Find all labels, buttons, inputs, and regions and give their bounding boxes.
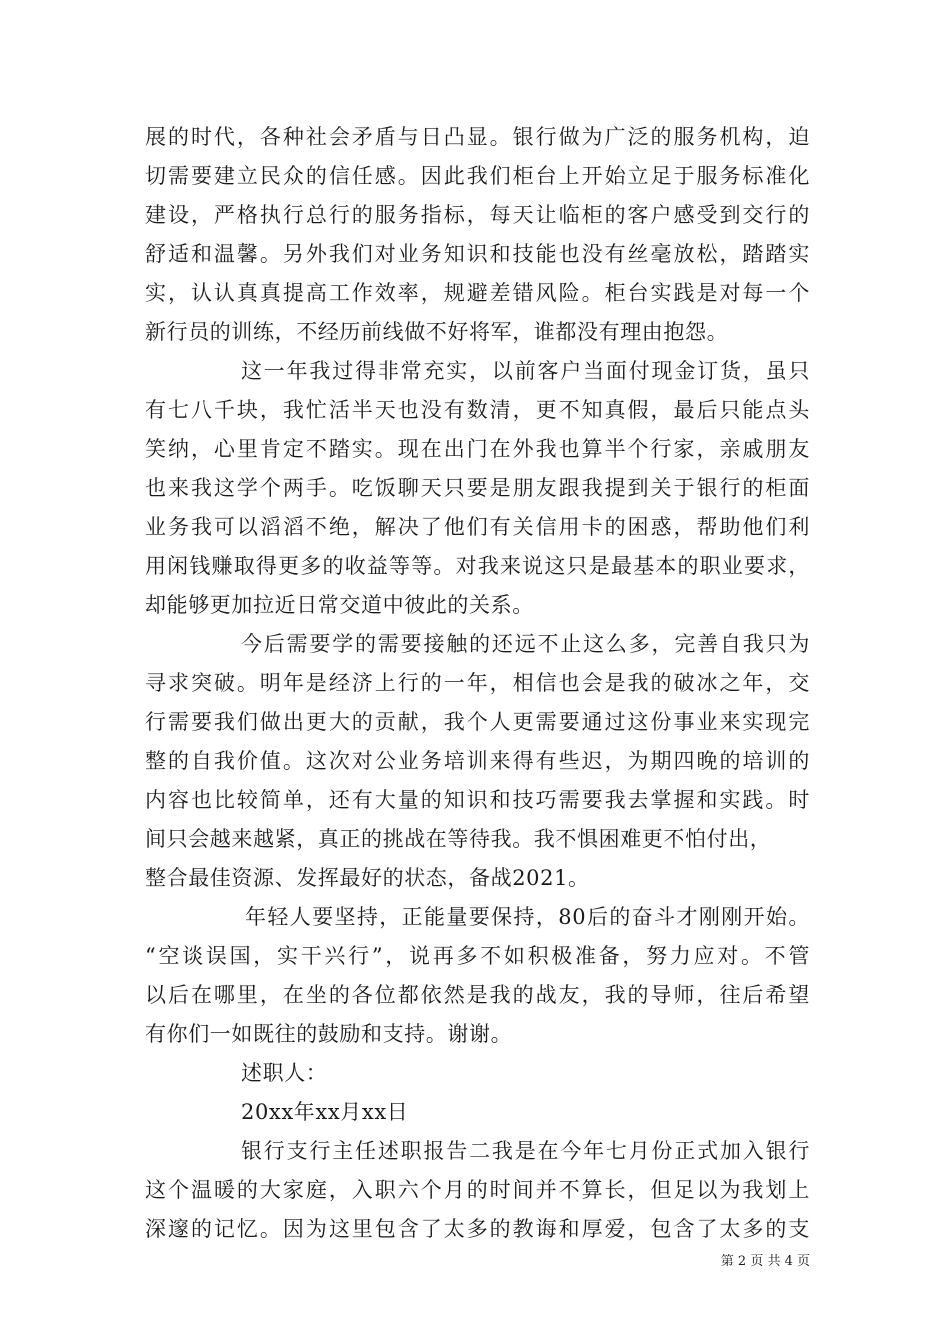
text-line: 建设，严格执行总行的服务指标，每天让临柜的客户感受到交行的 (145, 203, 810, 227)
text-line: 这个温暖的大家庭，入职六个月的时间并不算长，但足以为我划上 (145, 1178, 810, 1202)
text-line: 年轻人要坚持，正能量要保持，80后的奋斗才刚刚开始。 (245, 905, 810, 929)
text-line: 间只会越来越紧，真正的挑战在等待我。我不惧困难更不怕付出， (145, 827, 772, 851)
page-number: 第 2 页 共 4 页 (720, 1254, 810, 1269)
text-line: 这一年我过得非常充实，以前客户当面付现金订货，虽只 (241, 359, 810, 383)
text-line: 有七八千块，我忙活半天也没有数清，更不知真假，最后只能点头 (145, 398, 810, 422)
text-line: 20xx年xx月xx日 (241, 1100, 409, 1124)
body-text (145, 118, 810, 1249)
text-line: 切需要建立民众的信任感。因此我们柜台上开始立足于服务标准化 (145, 164, 810, 188)
text-line: 今后需要学的需要接触的还远不止这么多，完善自我只为 (241, 632, 810, 656)
text-line: 新行员的训练，不经历前线做不好将军，谁都没有理由抱怨。 (145, 320, 729, 344)
text-line: 笑纳，心里肯定不踏实。现在出门在外我也算半个行家，亲戚朋友 (145, 437, 810, 461)
text-line: 寻求突破。明年是经济上行的一年，相信也会是我的破冰之年，交 (145, 671, 810, 695)
text-line: 整合最佳资源、发挥最好的状态，备战2021。 (145, 866, 590, 890)
text-line: 整的自我价值。这次对公业务培训来得有些迟，为期四晚的培训的 (145, 749, 810, 773)
text-line: 有你们一如既往的鼓励和支持。谢谢。 (145, 1022, 513, 1046)
text-line: 银行支行主任述职报告二我是在今年七月份正式加入银行 (241, 1139, 810, 1163)
text-line: 实，认认真真提高工作效率，规避差错风险。柜台实践是对每一个 (145, 281, 810, 305)
text-line: 内容也比较简单，还有大量的知识和技巧需要我去掌握和实践。时 (145, 788, 810, 812)
text-line: 展的时代，各种社会矛盾与日凸显。银行做为广泛的服务机构，迫 (145, 125, 810, 149)
text-line: 以后在哪里，在坐的各位都依然是我的战友，我的导师，往后希望 (145, 983, 810, 1007)
text-line: 述职人： (241, 1061, 328, 1085)
text-line: 也来我这学个两手。吃饭聊天只要是朋友跟我提到关于银行的柜面 (145, 476, 810, 500)
text-line: 用闲钱赚取得更多的收益等等。对我来说这只是最基本的职业要求， (145, 554, 810, 578)
text-line: 业务我可以滔滔不绝，解决了他们有关信用卡的困惑，帮助他们利 (145, 515, 810, 539)
text-line: 深邃的记忆。因为这里包含了太多的教诲和厚爱，包含了太多的支 (145, 1217, 810, 1241)
text-line: “空谈误国，实干兴行”，说再多不如积极准备，努力应对。不管 (145, 944, 810, 968)
text-line: 舒适和温馨。另外我们对业务知识和技能也没有丝毫放松，踏踏实 (145, 242, 810, 266)
text-line: 行需要我们做出更大的贡献，我个人更需要通过这份事业来实现完 (145, 710, 810, 734)
text-line: 却能够更加拉近日常交道中彼此的关系。 (145, 593, 534, 617)
